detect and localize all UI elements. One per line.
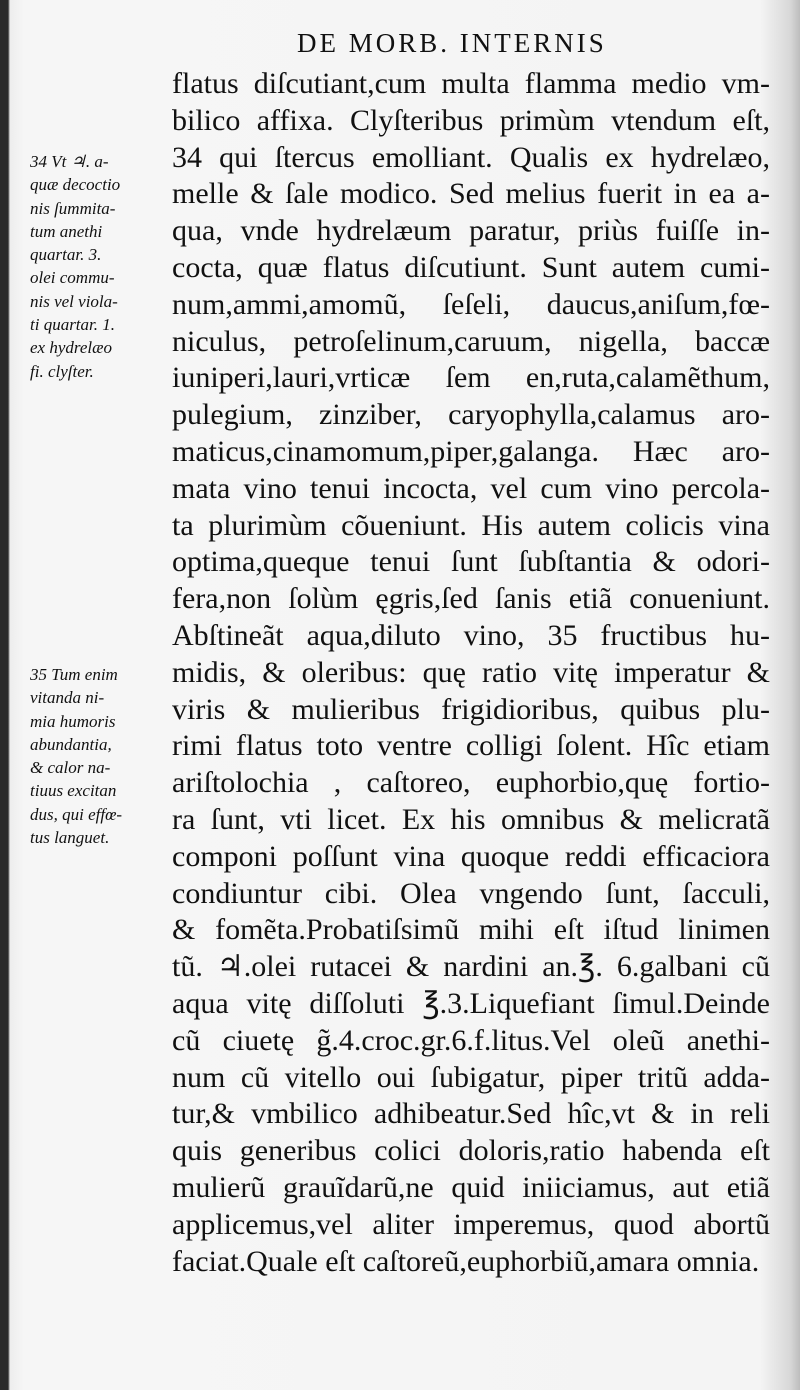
text-line: maticus,cinamomum,piper,galanga. Hæc aro- xyxy=(172,434,770,468)
margin-note-line: ex hydrelæo xyxy=(30,338,112,358)
main-text-block xyxy=(172,66,770,1280)
text-line: num,ammi,amomũ, ſeſeli, daucus,aniſum,fœ- xyxy=(172,287,770,321)
margin-note-line: nis vel viola- xyxy=(30,291,118,311)
text-line: melle & ſale modico. Sed melius fuerit in ea a- xyxy=(172,177,770,211)
text-line: bilico affixa. Clyſteribus primùm vtendum eſt, xyxy=(172,103,770,137)
text-line: faciat.Quale eſt caſtoreũ,euphorbiũ,amara omnia. xyxy=(172,1244,760,1278)
text-line: tur,& vmbilico adhibeatur.Sed hîc,vt & in reli xyxy=(172,1097,770,1131)
margin-note-line: vitanda ni- xyxy=(30,688,105,708)
running-head: DE MORB. INTERNIS xyxy=(297,28,607,58)
text-line: ta plurimùm cõueniunt. His autem colicis vina xyxy=(172,508,770,542)
margin-note-line: fi. clyſter. xyxy=(30,361,94,381)
text-line: midis, & oleribus: quę ratio vitę imperatur & xyxy=(172,655,770,689)
text-line: qua, vnde hydrelæum paratur, priùs fuiſſe in- xyxy=(172,214,770,248)
margin-note-line: & calor na- xyxy=(30,758,111,778)
text-line: iuniperi,lauri,vrticæ ſem en,ruta,calamẽthum, xyxy=(172,361,770,395)
text-line: rimi flatus toto ventre colligi ſolent. Hîc etiam xyxy=(172,729,770,763)
margin-note-line: nis ſummita- xyxy=(30,198,116,218)
margin-note-line: dus, qui effœ- xyxy=(30,804,123,824)
margin-note-line: quæ decoctio xyxy=(30,175,121,195)
text-line: optima,queque tenui ſunt ſubſtantia & odori- xyxy=(172,545,770,579)
text-line: tũ. ♃.olei rutacei & nardini an.℥. 6.galbani cũ xyxy=(172,950,770,984)
text-line: 34 qui ſtercus emolliant. Qualis ex hydrelæo, xyxy=(172,140,770,174)
text-line: viris & mulieribus frigidioribus, quibus plu- xyxy=(172,692,770,726)
text-line: niculus, petroſelinum,caruum, nigella, baccæ xyxy=(172,324,770,358)
text-line: Abſtineãt aqua,diluto vino, 35 fructibus hu- xyxy=(172,618,770,652)
margin-note-34 xyxy=(30,150,172,383)
text-line: num cũ vitello oui ſubigatur, piper tritũ adda- xyxy=(172,1060,770,1094)
text-line: cocta, quæ flatus diſcutiunt. Sunt autem cumi- xyxy=(172,250,770,284)
margin-note-line: mia humoris xyxy=(30,711,116,731)
text-line: & fomẽta.Probatiſsimũ mihi eſt iſtud linimen xyxy=(172,913,770,947)
text-line: fera,non ſolùm ęgris,ſed ſanis etiã conueniunt. xyxy=(172,582,770,616)
margin-note-line: 35 Tum enim xyxy=(30,665,118,684)
text-line: ariſtolochia , caſtoreo, euphorbio,quę fortio- xyxy=(172,766,770,800)
text-line: ra ſunt, vti licet. Ex his omnibus & melicratã xyxy=(172,802,770,836)
text-line: mulierũ grauĩdarũ,ne quid iniiciamus, aut etiã xyxy=(172,1170,770,1204)
text-line: pulegium, zinziber, caryophylla,calamus aro- xyxy=(172,398,770,432)
text-line: componi poſſunt vina quoque reddi efficaciora xyxy=(172,839,770,873)
margin-note-line: tus languet. xyxy=(30,828,110,848)
text-line: flatus diſcutiant,cum multa flamma medio vm- xyxy=(172,67,770,100)
margin-note-line: tiuus excitan xyxy=(30,781,117,801)
text-line: cũ ciuetę g̃.4.croc.gr.6.f.litus.Vel oleũ anethi- xyxy=(172,1023,770,1057)
margin-note-line: tum anethi xyxy=(30,221,103,241)
margin-note-line: ti quartar. 1. xyxy=(30,315,116,335)
margin-note-line: olei commu- xyxy=(30,268,115,288)
margin-note-line: 34 Vt ♃. a- xyxy=(30,152,109,171)
text-line: applicemus,vel aliter imperemus, quod abortũ xyxy=(172,1207,770,1241)
text-line: quis generibus colici doloris,ratio habenda eſt xyxy=(172,1134,770,1168)
margin-note-line: abundantia, xyxy=(30,734,112,754)
margin-note-35 xyxy=(30,663,172,849)
margin-note-line: quartar. 3. xyxy=(30,245,102,265)
text-line: aqua vitę diſſoluti ℥.3.Liquefiant ſimul.Deinde xyxy=(172,986,770,1020)
text-line: mata vino tenui incocta, vel cum vino percola- xyxy=(172,471,770,505)
text-line: condiuntur cibi. Olea vngendo ſunt, ſacculi, xyxy=(172,876,770,910)
